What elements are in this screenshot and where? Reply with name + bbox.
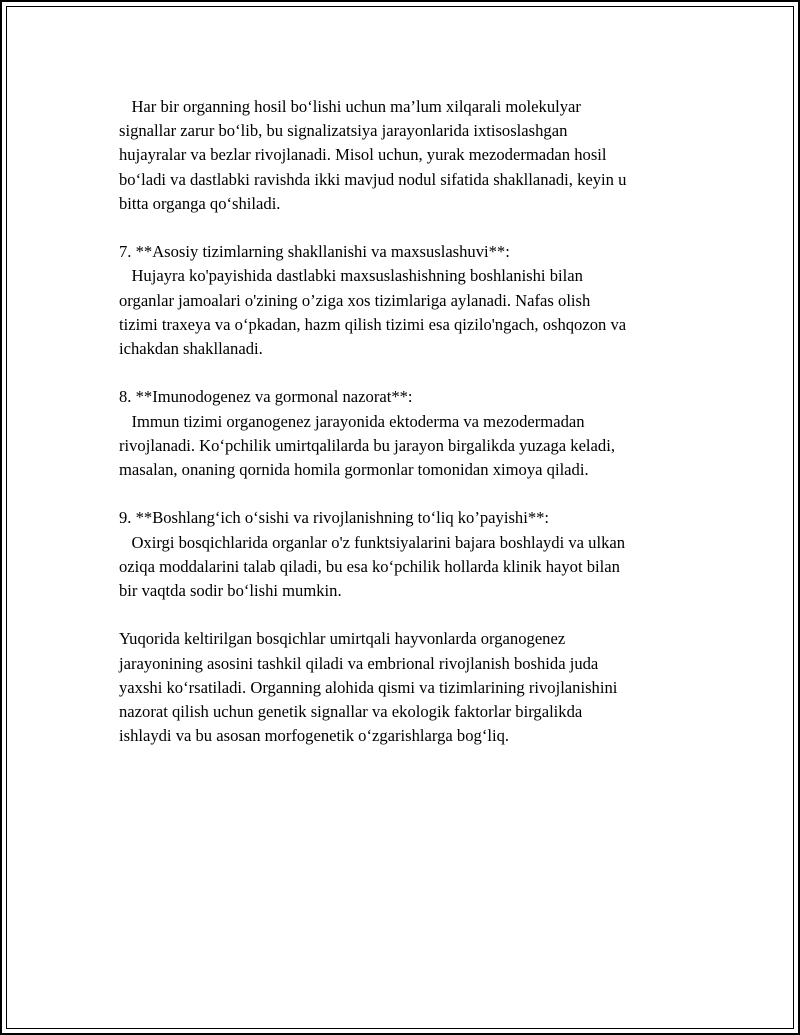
text-line: masalan, onaning qornida homila gormonlar tomonidan ximoya qiladi. [119, 460, 589, 480]
text-line: bitta organga qo‘shiladi. [119, 193, 281, 213]
text-line: Yuqorida keltirilgan bosqichlar umirtqali hayvonlarda organogenez [119, 629, 566, 649]
section-heading: 9. **Boshlang‘ich o‘sishi va rivojlanishning to‘liq ko’payishi**: [119, 508, 550, 528]
section-heading: 8. **Imunodogenez va gormonal nazorat**: [119, 387, 413, 407]
paragraph-section-8 [119, 385, 699, 482]
section-heading: 7. **Asosiy tizimlarning shakllanishi va maxsuslashuvi**: [119, 242, 510, 262]
text-line: ichakdan shakllanadi. [119, 339, 263, 359]
paragraph-conclusion [119, 627, 699, 748]
text-line: jarayonining asosini tashkil qiladi va embrional rivojlanish boshida juda [119, 653, 599, 673]
text-line: tizimi traxeya va o‘pkadan, hazm qilish tizimi esa qizilo'ngach, oshqozon va [119, 314, 627, 334]
text-line: Har bir organning hosil bo‘lishi uchun ma’lum xilqarali molekulyar [119, 97, 581, 116]
text-line: hujayralar va bezlar rivojlanadi. Misol uchun, yurak mezodermadan hosil [119, 145, 607, 165]
document-body [119, 95, 699, 773]
text-line: rivojlanadi. Ko‘pchilik umirtqalilarda bu jarayon birgalikda yuzaga keladi, [119, 435, 615, 455]
text-line: bir vaqtda sodir bo‘lishi mumkin. [119, 581, 342, 601]
text-line: ishlaydi va bu asosan morfogenetik o‘zgarishlarga bog‘liq. [119, 726, 510, 746]
text-line: Oxirgi bosqichlarida organlar o'z funktsiyalarini bajara boshlaydi va ulkan [119, 532, 626, 552]
text-line: Hujayra ko'payishida dastlabki maxsuslashishning boshlanishi bilan [119, 266, 583, 286]
paragraph-section-9 [119, 506, 699, 603]
text-line: Immun tizimi organogenez jarayonida ektoderma va mezodermadan [119, 411, 585, 431]
text-line: yaxshi ko‘rsatiladi. Organning alohida qismi va tizimlarining rivojlanishini [119, 677, 618, 697]
text-line: organlar jamoalari o'zining o’ziga xos tizimlariga aylanadi. Nafas olish [119, 290, 591, 310]
paragraph-section-7 [119, 240, 699, 361]
text-line: bo‘ladi va dastlabki ravishda ikki mavjud nodul sifatida shakllanadi, keyin u [119, 169, 627, 189]
paragraph-intro [119, 95, 699, 216]
text-line: signallar zarur bo‘lib, bu signalizatsiya jarayonlarida ixtisoslashgan [119, 121, 568, 141]
text-line: nazorat qilish uchun genetik signallar va ekologik faktorlar birgalikda [119, 702, 583, 722]
text-line: oziqa moddalarini talab qiladi, bu esa ko‘pchilik hollarda klinik hayot bilan [119, 556, 620, 576]
